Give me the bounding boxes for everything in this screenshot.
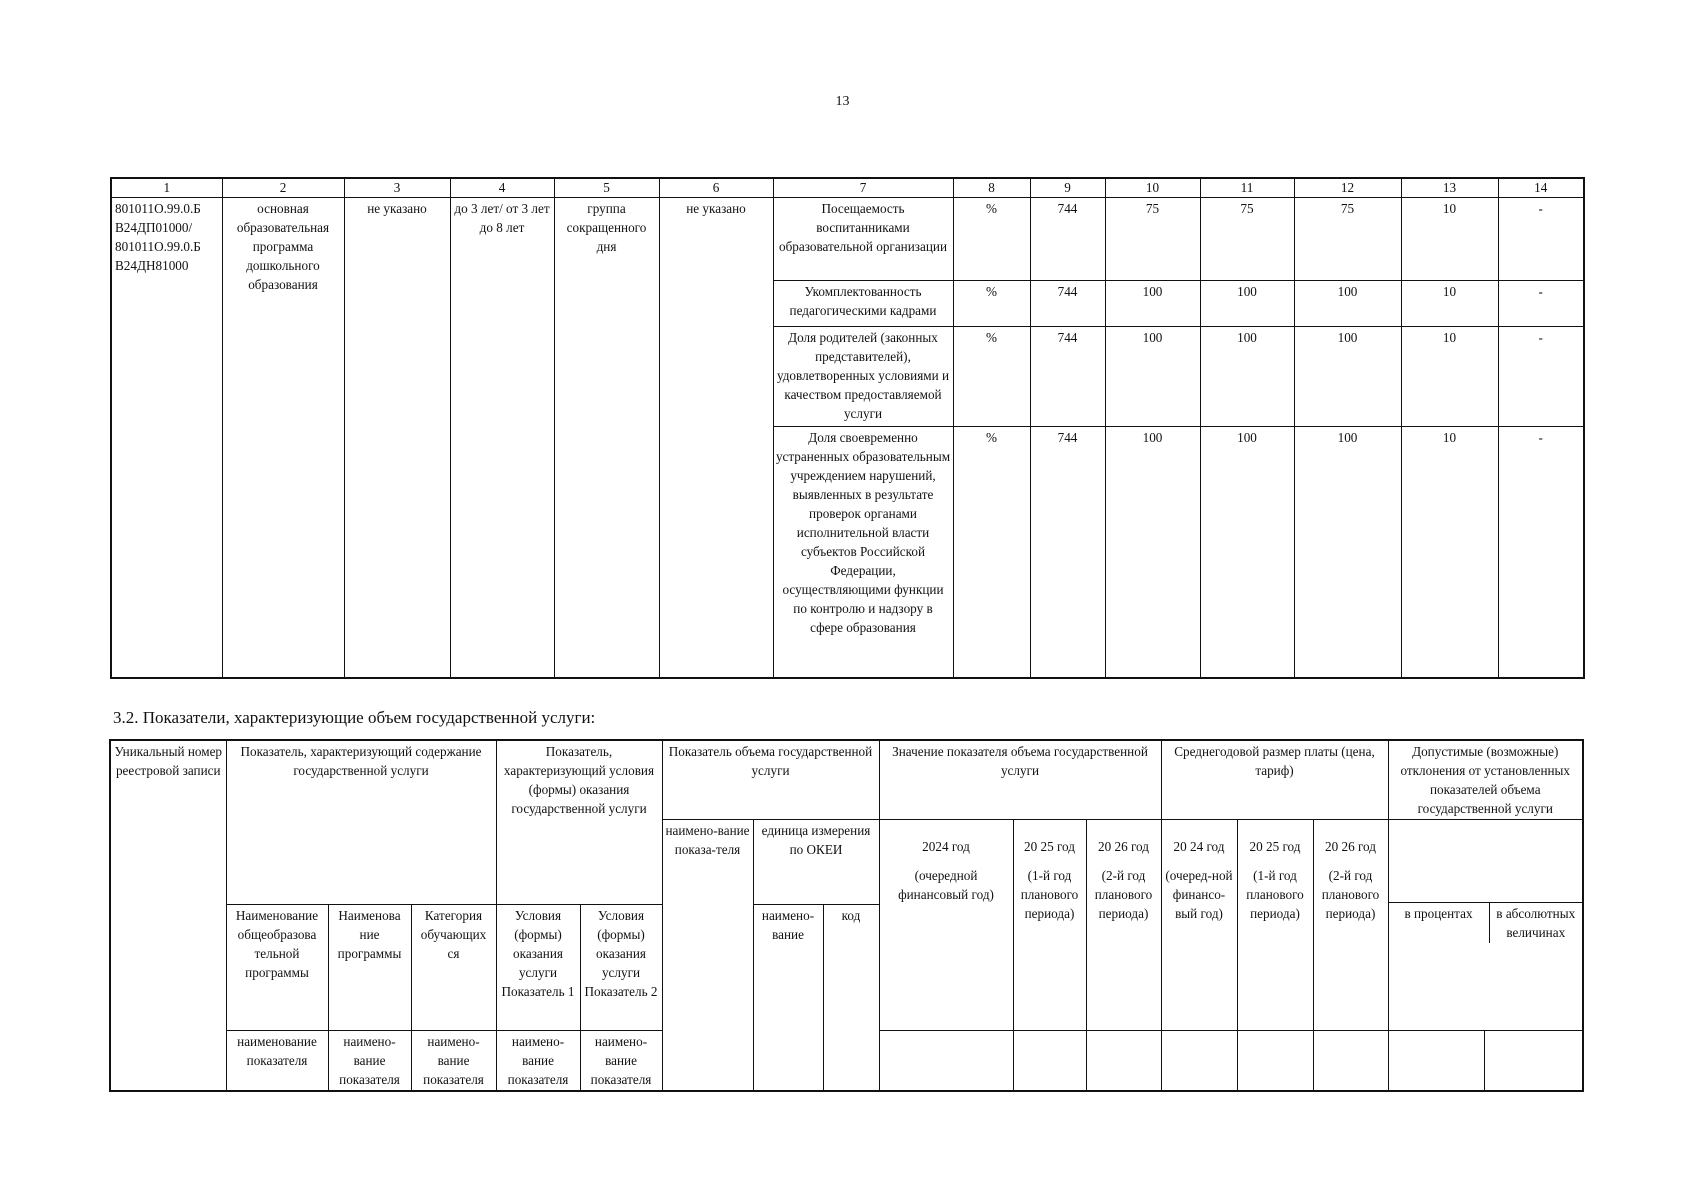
volume-indicators-table [109,739,1584,1092]
sub-condition2-header: Условия (формы) оказания услуги Показатель 2 [580,905,662,1031]
volume-header: Показатель объема государственной услуги [662,740,879,820]
condition-indicator: не указано [659,198,773,679]
col-num: 14 [1498,178,1584,198]
conditions-header: Показатель, характеризующий условия (формы) оказания государственной услуги [496,740,662,905]
value-2026: 100 [1294,427,1401,679]
unit-name: % [953,281,1030,327]
value-2025-header: 20 25 год (1-й год планового периода) [1013,820,1086,1031]
indicator-name-header: наимено-вание показателя [580,1031,662,1092]
registry-header: Уникальный номер реестровой записи [110,740,226,1091]
program-name: основная образовательная программа дошкольного образования [222,198,344,679]
col-num: 10 [1105,178,1200,198]
indicator-name: Доля родителей (законных представителей), удовлетворенных условиями и качеством предоставляемой услуги [773,327,953,427]
empty-cell [1388,1031,1484,1092]
value-2024: 100 [1105,281,1200,327]
empty-cell [1313,1031,1388,1092]
value-2024: 100 [1105,327,1200,427]
program-indicator: не указано [344,198,450,679]
deviation-header: Допустимые (возможные) отклонения от установленных показателей объема государственной услуги [1388,740,1583,820]
col-num: 3 [344,178,450,198]
fee-2024-header: 20 24 год (очеред-ной финансо-вый год) [1161,820,1237,1031]
section-title: 3.2. Показатели, характеризующие объем государственной услуги: [113,708,596,727]
value-2025: 100 [1200,281,1294,327]
quality-indicators-table [110,177,1585,679]
empty-cell [1013,1031,1086,1092]
value-2024-header: 2024 год (очередной финансовый год) [879,820,1013,1031]
unit-code: 744 [1030,198,1105,281]
value-2024: 100 [1105,427,1200,679]
unit-name-header: наимено-вание [753,905,823,1092]
value-header: Значение показателя объема государственной услуги [879,740,1161,820]
value-2026: 75 [1294,198,1401,281]
value-2025: 75 [1200,198,1294,281]
indicator-name: Укомплектованность педагогическими кадрами [773,281,953,327]
col-num: 8 [953,178,1030,198]
indicator-name-header: наименование показателя [226,1031,328,1092]
deviation-absolute-header: в абсолютных величинах [1489,903,1582,944]
unit-name: % [953,198,1030,281]
registry-code: 801011О.99.0.Б В24ДП01000/ 801011О.99.0.Б В24ДН81000 [111,198,222,679]
group-form: группа сокращенного дня [554,198,659,679]
volume-name-header: наимено-вание показа-теля [662,820,753,1092]
deviation-absolute: - [1498,198,1584,281]
unit-code: 744 [1030,281,1105,327]
age-category: до 3 лет/ от 3 лет до 8 лет [450,198,554,679]
unit-code: 744 [1030,427,1105,679]
value-2025: 100 [1200,327,1294,427]
col-num: 11 [1200,178,1294,198]
fee-2025-header: 20 25 год (1-й год планового периода) [1237,820,1313,1031]
table-row [111,198,1584,281]
content-header: Показатель, характеризующий содержание государственной услуги [226,740,496,905]
col-num: 13 [1401,178,1498,198]
sub-program-header: Наименова ние программы [328,905,411,1031]
value-2026: 100 [1294,281,1401,327]
empty-cell [1484,1031,1583,1092]
deviation-absolute: - [1498,281,1584,327]
col-num: 6 [659,178,773,198]
indicator-name: Доля своевременно устраненных образовательным учреждением нарушений, выявленных в результате проверок органами исполнительной власти субъектов Российской Федерации, осуществляющими функции по контролю и надзору в сфере образования [773,427,953,679]
deviation-absolute: - [1498,427,1584,679]
sub-condition1-header: Условия (формы) оказания услуги Показатель 1 [496,905,580,1031]
indicator-name-header: наимено-вание показателя [411,1031,496,1092]
col-num: 1 [111,178,222,198]
col-num: 5 [554,178,659,198]
value-2024: 75 [1105,198,1200,281]
empty-cell [1161,1031,1237,1092]
col-num: 9 [1030,178,1105,198]
indicator-name-header: наимено-вание показателя [328,1031,411,1092]
value-2025: 100 [1200,427,1294,679]
fee-header: Среднегодовой размер платы (цена, тариф) [1161,740,1388,820]
deviation-percent: 10 [1401,427,1498,679]
header-row [110,740,1583,820]
deviation-percent: 10 [1401,327,1498,427]
unit-name: % [953,327,1030,427]
deviation-percent-header: в процентах [1389,903,1490,944]
unit-name: % [953,427,1030,679]
col-num: 4 [450,178,554,198]
empty-cell [1237,1031,1313,1092]
deviation-percent: 10 [1401,281,1498,327]
indicator-name: Посещаемость воспитанниками образовательной организации [773,198,953,281]
volume-unit-header: единица измерения по ОКЕИ [753,820,879,905]
col-num: 12 [1294,178,1401,198]
col-num: 2 [222,178,344,198]
empty-cell [879,1031,1013,1092]
sub-category-header: Категория обучающих ся [411,905,496,1031]
value-2026-header: 20 26 год (2-й год планового периода) [1086,820,1161,1031]
indicator-name-header: наимено-вание показателя [496,1031,580,1092]
col-num: 7 [773,178,953,198]
unit-code: 744 [1030,327,1105,427]
value-2026: 100 [1294,327,1401,427]
empty-cell [1086,1031,1161,1092]
deviation-absolute: - [1498,327,1584,427]
unit-code-header: код [823,905,879,1092]
fee-2026-header: 20 26 год (2-й год планового периода) [1313,820,1388,1031]
page-number: 13 [835,94,850,109]
sub-program-name-header: Наименование общеобразова тельной программы [226,905,328,1031]
deviation-percent: 10 [1401,198,1498,281]
column-numbers-row [111,178,1584,198]
deviation-sub-table [1389,902,1583,943]
deviation-sub-header [1388,820,1583,1031]
